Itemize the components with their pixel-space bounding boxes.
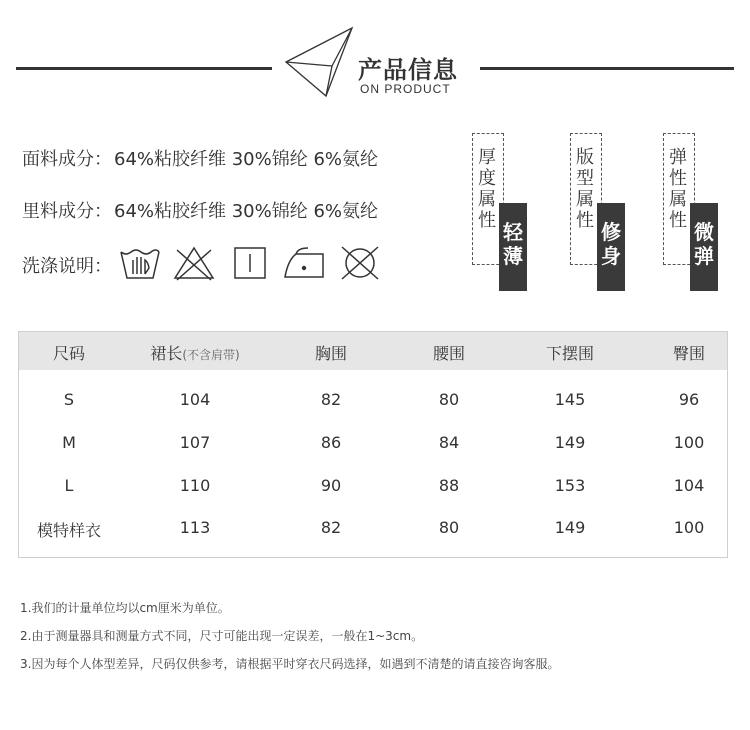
attribute-value: 微弹 xyxy=(694,220,714,268)
header-bust: 胸围 xyxy=(314,344,348,363)
table-cell: 149 xyxy=(554,433,586,452)
table-cell: 110 xyxy=(179,476,211,495)
lining-composition xyxy=(22,197,378,223)
attribute-value-badge xyxy=(597,203,625,291)
header-rule-left xyxy=(16,67,272,70)
lining-value: 64%粘胶纤维 30%锦纶 6%氨纶 xyxy=(114,201,379,222)
table-cell: 104 xyxy=(179,390,211,409)
table-cell: 96 xyxy=(678,390,700,409)
header-rule-right xyxy=(480,67,734,70)
hand-wash-icon xyxy=(118,244,162,282)
elasticity-attribute xyxy=(663,133,747,293)
note-1: 1.我们的计量单位均以cm厘米为单位。 xyxy=(20,601,230,615)
table-cell: 90 xyxy=(320,476,342,495)
table-cell: 模特样衣 xyxy=(36,521,102,540)
table-cell: 104 xyxy=(673,476,705,495)
header-hip: 臀围 xyxy=(672,344,706,363)
table-cell: 80 xyxy=(438,390,460,409)
thickness-attribute xyxy=(472,133,556,293)
header-size: 尺码 xyxy=(52,344,86,363)
attribute-value: 修身 xyxy=(601,220,621,268)
size-table xyxy=(18,331,728,558)
header-length-label: 裙长 xyxy=(150,344,183,363)
table-cell: S xyxy=(63,390,75,409)
section-subtitle: ON PRODUCT xyxy=(360,82,451,96)
table-cell: 84 xyxy=(438,433,460,452)
table-cell: 82 xyxy=(320,518,342,537)
attribute-label: 厚度属性 xyxy=(478,147,496,231)
no-bleach-icon xyxy=(172,244,216,282)
lining-label: 里料成分： xyxy=(22,201,112,222)
header-length-note: (不含肩带) xyxy=(182,348,240,362)
header-waist: 腰围 xyxy=(432,344,466,363)
fabric-label: 面料成分： xyxy=(22,149,112,170)
section-title: 产品信息 xyxy=(358,56,458,84)
table-cell: 113 xyxy=(179,518,211,537)
fabric-value: 64%粘胶纤维 30%锦纶 6%氨纶 xyxy=(114,149,379,170)
table-cell: 100 xyxy=(673,433,705,452)
attribute-value-badge xyxy=(690,203,718,291)
table-cell: 100 xyxy=(673,518,705,537)
table-cell: 88 xyxy=(438,476,460,495)
table-cell: 153 xyxy=(554,476,586,495)
table-cell: 149 xyxy=(554,518,586,537)
header-hem: 下摆围 xyxy=(545,344,595,363)
table-header xyxy=(19,332,727,370)
attribute-value: 轻薄 xyxy=(503,220,523,268)
attribute-value-badge xyxy=(499,203,527,291)
table-cell: 82 xyxy=(320,390,342,409)
attribute-label: 版型属性 xyxy=(576,147,594,231)
note-2: 2.由于测量器具和测量方式不同，尺寸可能出现一定误差，一般在1~3cm。 xyxy=(20,629,424,643)
low-iron-icon xyxy=(282,244,326,282)
no-dry-clean-icon xyxy=(338,244,382,282)
table-cell: M xyxy=(62,433,76,452)
wash-instructions-label: 洗涤说明： xyxy=(22,256,112,277)
triangle-logo-icon xyxy=(282,22,362,102)
note-3: 3.因为每个人体型差异，尺码仅供参考，请根据平时穿衣尺码选择，如遇到不清楚的请直接咨询客服。 xyxy=(20,657,560,671)
line-dry-icon xyxy=(228,244,272,282)
table-cell: 86 xyxy=(320,433,342,452)
fabric-composition xyxy=(22,145,378,171)
table-cell: L xyxy=(64,476,74,495)
header-length xyxy=(150,341,239,364)
table-cell: 80 xyxy=(438,518,460,537)
attribute-label: 弹性属性 xyxy=(669,147,687,231)
fit-attribute xyxy=(570,133,654,293)
table-cell: 107 xyxy=(179,433,211,452)
table-cell: 145 xyxy=(554,390,586,409)
